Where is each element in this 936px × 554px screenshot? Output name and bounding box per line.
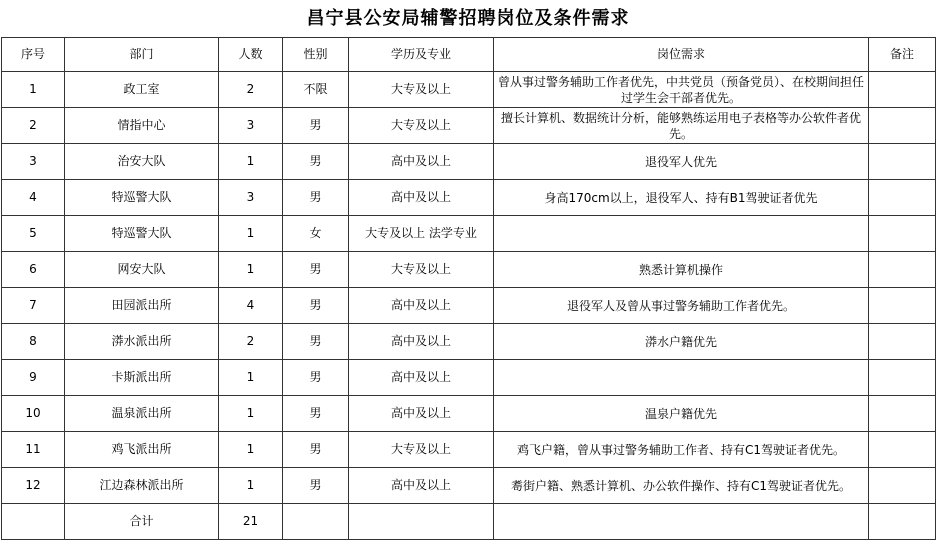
cell-note (869, 396, 936, 432)
cell-no: 3 (2, 144, 65, 180)
cell-gender: 男 (283, 324, 349, 360)
header-edu: 学历及专业 (349, 38, 494, 72)
table-row (2, 468, 936, 504)
table-row (2, 360, 936, 396)
cell-req: 鸡飞户籍，曾从事过警务辅助工作者、持有C1驾驶证者优先。 (494, 432, 869, 468)
cell-edu: 大专及以上 (349, 72, 494, 108)
cell-note (869, 144, 936, 180)
total-label: 合计 (65, 504, 219, 540)
cell-count: 1 (219, 468, 283, 504)
table-row (2, 252, 936, 288)
cell-count: 1 (219, 216, 283, 252)
cell-dept: 田园派出所 (65, 288, 219, 324)
cell-edu: 高中及以上 (349, 180, 494, 216)
cell-no: 2 (2, 108, 65, 144)
cell-req: 曾从事过警务辅助工作者优先，中共党员（预备党员）、在校期间担任过学生会干部者优先。 (494, 72, 869, 108)
cell-req: 漭水户籍优先 (494, 324, 869, 360)
header-count: 人数 (219, 38, 283, 72)
total-req-cell (494, 504, 869, 540)
cell-req: 耈街户籍、熟悉计算机、办公软件操作、持有C1驾驶证者优先。 (494, 468, 869, 504)
cell-count: 2 (219, 324, 283, 360)
cell-no: 4 (2, 180, 65, 216)
cell-count: 1 (219, 432, 283, 468)
header-no: 序号 (2, 38, 65, 72)
cell-gender: 男 (283, 432, 349, 468)
cell-no: 11 (2, 432, 65, 468)
cell-dept: 情指中心 (65, 108, 219, 144)
cell-no: 12 (2, 468, 65, 504)
cell-dept: 温泉派出所 (65, 396, 219, 432)
cell-dept: 网安大队 (65, 252, 219, 288)
cell-no: 5 (2, 216, 65, 252)
cell-gender: 男 (283, 468, 349, 504)
table-row (2, 144, 936, 180)
cell-req: 擅长计算机、数据统计分析，能够熟练运用电子表格等办公软件者优先。 (494, 108, 869, 144)
table-row (2, 108, 936, 144)
cell-req: 退役军人优先 (494, 144, 869, 180)
cell-edu: 大专及以上 (349, 432, 494, 468)
cell-edu: 高中及以上 (349, 468, 494, 504)
cell-dept: 漭水派出所 (65, 324, 219, 360)
cell-no: 7 (2, 288, 65, 324)
cell-no: 1 (2, 72, 65, 108)
cell-gender: 男 (283, 396, 349, 432)
header-dept: 部门 (65, 38, 219, 72)
cell-edu: 大专及以上 法学专业 (349, 216, 494, 252)
cell-count: 3 (219, 108, 283, 144)
cell-no: 9 (2, 360, 65, 396)
total-gender-cell (283, 504, 349, 540)
cell-no: 6 (2, 252, 65, 288)
total-edu-cell (349, 504, 494, 540)
cell-req: 身高170cm以上，退役军人、持有B1驾驶证者优先 (494, 180, 869, 216)
cell-count: 1 (219, 144, 283, 180)
cell-dept: 江边森林派出所 (65, 468, 219, 504)
cell-note (869, 108, 936, 144)
table-row (2, 180, 936, 216)
cell-dept: 治安大队 (65, 144, 219, 180)
table-row (2, 432, 936, 468)
cell-note (869, 288, 936, 324)
cell-edu: 高中及以上 (349, 324, 494, 360)
cell-gender: 不限 (283, 72, 349, 108)
cell-note (869, 180, 936, 216)
total-row (2, 504, 936, 540)
total-count: 21 (219, 504, 283, 540)
cell-dept: 政工室 (65, 72, 219, 108)
cell-edu: 高中及以上 (349, 360, 494, 396)
total-no-cell (2, 504, 65, 540)
cell-gender: 男 (283, 180, 349, 216)
cell-edu: 高中及以上 (349, 144, 494, 180)
cell-edu: 高中及以上 (349, 288, 494, 324)
cell-req (494, 360, 869, 396)
cell-edu: 大专及以上 (349, 108, 494, 144)
table-row (2, 324, 936, 360)
cell-note (869, 432, 936, 468)
cell-count: 1 (219, 396, 283, 432)
cell-count: 1 (219, 252, 283, 288)
header-req: 岗位需求 (494, 38, 869, 72)
cell-dept: 特巡警大队 (65, 180, 219, 216)
cell-no: 10 (2, 396, 65, 432)
cell-gender: 男 (283, 360, 349, 396)
header-note: 备注 (869, 38, 936, 72)
cell-gender: 男 (283, 252, 349, 288)
table-row (2, 216, 936, 252)
cell-note (869, 468, 936, 504)
total-note-cell (869, 504, 936, 540)
cell-edu: 大专及以上 (349, 252, 494, 288)
cell-count: 1 (219, 360, 283, 396)
cell-note (869, 324, 936, 360)
cell-count: 2 (219, 72, 283, 108)
page-title: 昌宁县公安局辅警招聘岗位及条件需求 (306, 8, 630, 29)
cell-note (869, 252, 936, 288)
cell-gender: 男 (283, 108, 349, 144)
cell-dept: 鸡飞派出所 (65, 432, 219, 468)
cell-dept: 特巡警大队 (65, 216, 219, 252)
cell-req: 温泉户籍优先 (494, 396, 869, 432)
cell-gender: 女 (283, 216, 349, 252)
cell-req: 熟悉计算机操作 (494, 252, 869, 288)
cell-edu: 高中及以上 (349, 396, 494, 432)
cell-count: 4 (219, 288, 283, 324)
header-gender: 性别 (283, 38, 349, 72)
cell-req: 退役军人及曾从事过警务辅助工作者优先。 (494, 288, 869, 324)
cell-no: 8 (2, 324, 65, 360)
table-row (2, 72, 936, 108)
table-row (2, 396, 936, 432)
cell-note (869, 216, 936, 252)
cell-gender: 男 (283, 288, 349, 324)
table-row (2, 288, 936, 324)
cell-note (869, 360, 936, 396)
cell-gender: 男 (283, 144, 349, 180)
cell-note (869, 72, 936, 108)
recruitment-table (1, 37, 936, 540)
cell-req (494, 216, 869, 252)
header-row (2, 38, 936, 72)
cell-dept: 卡斯派出所 (65, 360, 219, 396)
cell-count: 3 (219, 180, 283, 216)
